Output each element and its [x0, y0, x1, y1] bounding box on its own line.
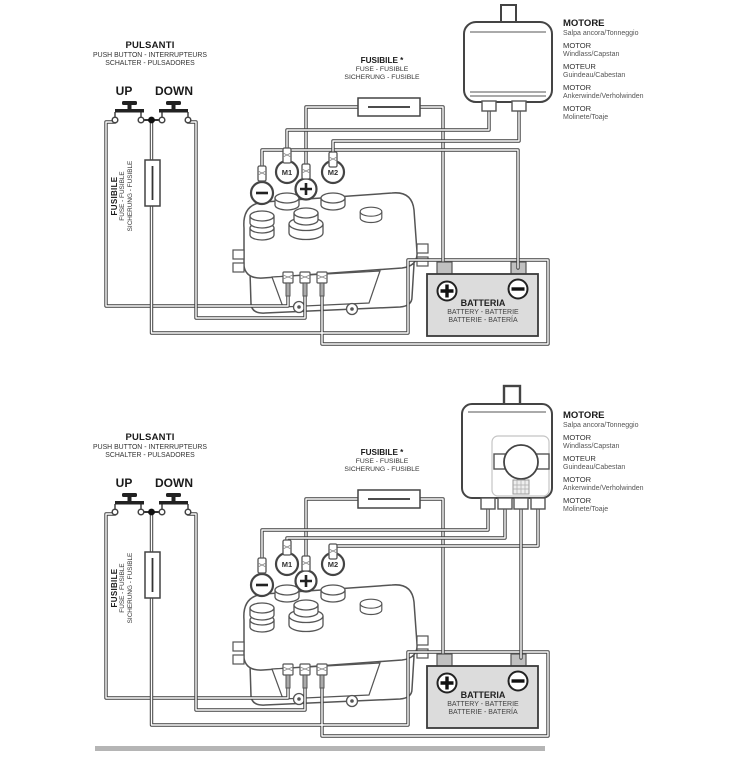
battery-title: BATTERIA: [460, 690, 506, 700]
motor-entry-name: MOTOR: [563, 433, 592, 442]
motor-entry-name: MOTEUR: [563, 454, 596, 463]
fuse-title: FUSIBILE: [110, 568, 119, 608]
fuse-line2: FUSE - FUSIBLE: [355, 458, 409, 465]
page-edge-strip: [95, 746, 545, 751]
motor-entry-sub: Ankerwinde/Verholwinden: [563, 93, 644, 100]
up-label: UP: [115, 476, 133, 490]
pulsanti-line2: PUSH BUTTON - INTERRUPTEURS: [93, 444, 207, 451]
motor-entry-name: MOTOR: [563, 41, 592, 50]
battery-title: BATTERIA: [460, 298, 506, 308]
motor-entry-sub: Molinete/Toaje: [563, 114, 609, 121]
wire-m2-to-motor-t4: [333, 508, 538, 546]
battery-line2: BATTERY - BATTERIE: [447, 309, 519, 316]
m1-terminal-label: M1: [281, 560, 293, 569]
up-label: UP: [115, 84, 133, 98]
fuse-line2: FUSE - FUSIBLE: [119, 171, 127, 221]
battery-line3: BATTERIE - BATERÍA: [448, 317, 518, 324]
down-label: DOWN: [155, 84, 193, 98]
fuse-title: FUSIBILE: [110, 176, 119, 216]
motor-subtitle: Salpa ancora/Tonneggio: [563, 30, 639, 37]
motor-subtitle: Salpa ancora/Tonneggio: [563, 422, 639, 429]
fuse-line3: SICHERUNG - FUSIBLE: [344, 466, 420, 473]
motor-entry-sub: Windlass/Capstan: [563, 443, 620, 450]
m2-terminal-label: M2: [327, 560, 339, 569]
battery-line2: BATTERY - BATTERIE: [447, 701, 519, 708]
pulsanti-line3: SCHALTER - PULSADORES: [105, 452, 195, 459]
motor-title: MOTORE: [563, 410, 605, 421]
fuse-title: FUSIBILE *: [360, 448, 404, 457]
wire-m1-to-motor-t2: [287, 508, 505, 542]
fuse-title: FUSIBILE *: [360, 56, 404, 65]
motor-entry-name: MOTOR: [563, 104, 592, 113]
fuse-line3: SICHERUNG - FUSIBLE: [126, 160, 134, 232]
fuse-line3: SICHERUNG - FUSIBLE: [344, 74, 420, 81]
fuse-line3: SICHERUNG - FUSIBLE: [126, 552, 134, 624]
down-label: DOWN: [155, 476, 193, 490]
fuse-line2: FUSE - FUSIBLE: [355, 66, 409, 73]
fuse-line2: FUSE - FUSIBLE: [119, 563, 127, 613]
motor-entry-name: MOTOR: [563, 496, 592, 505]
motor-entry-sub: Molinete/Toaje: [563, 506, 609, 513]
pulsanti-line2: PUSH BUTTON - INTERRUPTEURS: [93, 52, 207, 59]
wire-minus-stud-to-motor-t1: [262, 508, 488, 560]
motor-entry-sub: Guindeau/Cabestan: [563, 464, 626, 471]
top-diagram: [106, 5, 552, 344]
motor-title: MOTORE: [563, 18, 605, 29]
bottom-diagram: [106, 386, 552, 736]
m2-terminal-label: M2: [327, 168, 339, 177]
m1-terminal-label: M1: [281, 168, 293, 177]
motor-entry-name: MOTOR: [563, 475, 592, 484]
motor-entry-name: MOTEUR: [563, 62, 596, 71]
motor-entry-sub: Windlass/Capstan: [563, 51, 620, 58]
motor-entry-name: MOTOR: [563, 83, 592, 92]
pulsanti-title: PULSANTI: [125, 432, 175, 443]
motor-entry-sub: Ankerwinde/Verholwinden: [563, 485, 644, 492]
battery-line3: BATTERIE - BATERÍA: [448, 709, 518, 716]
pulsanti-title: PULSANTI: [125, 40, 175, 51]
motor-entry-sub: Guindeau/Cabestan: [563, 72, 626, 79]
pulsanti-line3: SCHALTER - PULSADORES: [105, 60, 195, 67]
